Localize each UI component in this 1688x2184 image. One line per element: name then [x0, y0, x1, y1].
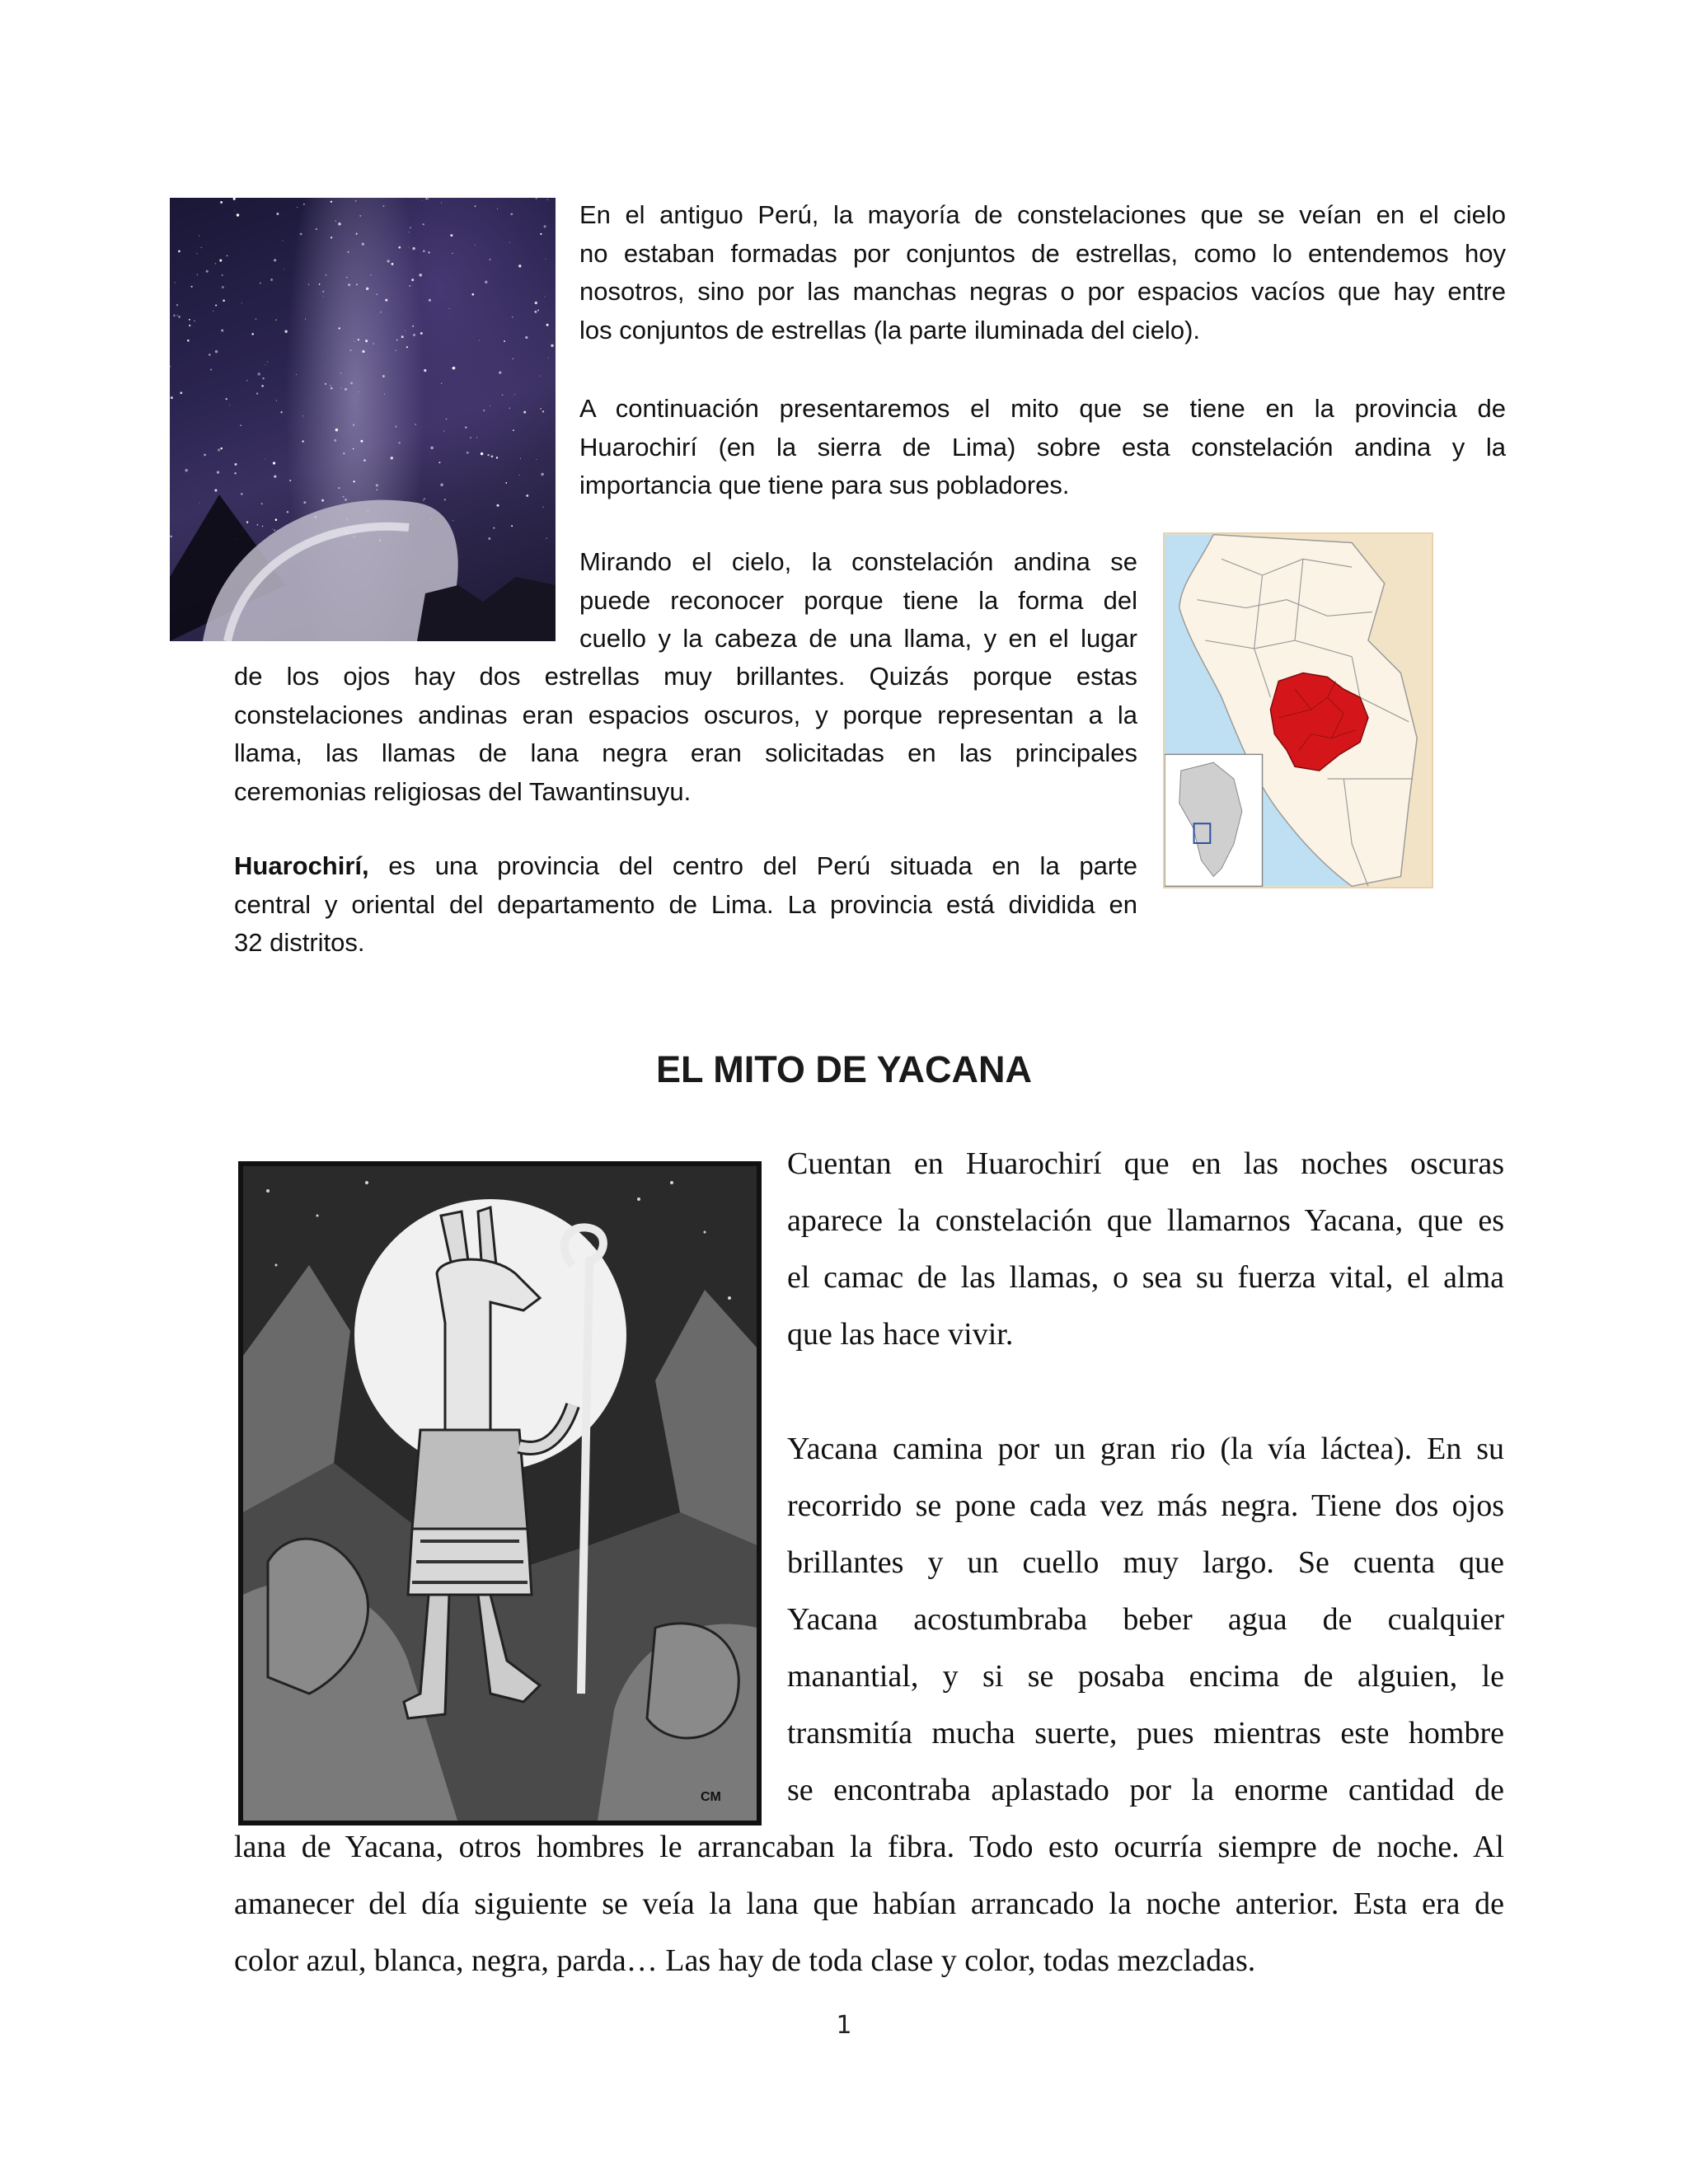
star	[209, 354, 211, 356]
star	[523, 411, 526, 414]
star	[409, 285, 410, 287]
text-line: cuello y la cabeza de una llama, y en el lugar	[579, 624, 1137, 653]
star	[322, 291, 324, 293]
text-line: transmitía mucha suerte, pues mientras este hombre	[787, 1716, 1504, 1750]
text-line: Cuentan en Huarochirí que en las noches oscuras	[787, 1146, 1504, 1181]
star	[510, 213, 513, 215]
star	[467, 452, 469, 454]
star	[526, 494, 528, 497]
star	[491, 455, 494, 457]
star	[289, 480, 291, 481]
star	[476, 437, 477, 438]
star	[525, 336, 528, 339]
star	[353, 424, 354, 425]
star	[424, 369, 426, 372]
star	[465, 427, 467, 429]
star	[422, 200, 423, 201]
star	[340, 387, 341, 388]
text-line	[234, 847, 1137, 886]
star	[410, 227, 411, 228]
star	[440, 484, 443, 487]
star	[401, 335, 404, 338]
text-line: llama, las llamas de lana negra eran solicitadas en las principales	[234, 738, 1137, 767]
star	[206, 270, 209, 273]
star	[441, 383, 442, 384]
huarochiri-map	[1163, 532, 1433, 888]
text-line: que las hace vivir.	[787, 1317, 1014, 1352]
star	[273, 462, 275, 464]
star	[471, 293, 474, 296]
star	[178, 251, 181, 253]
star	[338, 487, 340, 489]
star	[338, 223, 341, 226]
star	[275, 518, 278, 521]
star	[276, 213, 279, 215]
star	[520, 458, 521, 459]
star	[234, 210, 235, 211]
star	[226, 398, 227, 400]
text-line: amanecer del día siguiente se veía la lana que habían arrancado la noche anterior. Esta era de	[234, 1886, 1504, 1921]
star	[449, 308, 450, 309]
star	[547, 199, 548, 200]
text-line: 32 distritos.	[234, 928, 365, 957]
star	[214, 489, 217, 491]
star	[251, 333, 254, 335]
star	[283, 240, 284, 241]
star	[215, 350, 218, 353]
star	[470, 437, 471, 438]
star	[363, 459, 365, 461]
text-line: constelaciones andinas eran espacios oscuros, y porque representan a la	[234, 700, 1137, 729]
text-line: se encontraba aplastado por la enorme cantidad de	[787, 1773, 1504, 1807]
star	[540, 408, 542, 410]
star	[542, 507, 543, 508]
star	[382, 375, 385, 377]
star	[272, 528, 273, 529]
star	[234, 472, 236, 474]
star	[411, 279, 414, 281]
star	[479, 340, 480, 341]
star	[331, 201, 332, 203]
star	[490, 259, 491, 260]
star	[219, 260, 222, 262]
star	[222, 286, 224, 288]
star	[429, 299, 431, 302]
star	[303, 204, 305, 205]
star	[446, 419, 448, 420]
star	[384, 394, 385, 395]
star	[303, 501, 306, 504]
star	[535, 302, 537, 304]
star	[210, 369, 212, 371]
star	[540, 376, 541, 377]
text-line: importancia que tiene para sus pobladores.	[579, 471, 1070, 499]
star	[546, 537, 548, 539]
star	[359, 215, 361, 217]
star	[297, 207, 298, 208]
star	[405, 330, 406, 331]
star	[395, 426, 396, 428]
text-fragment: es una provincia del centro del Perú situada en la parte	[368, 851, 1137, 880]
star	[274, 259, 276, 261]
myth-title: EL MITO DE YACANA	[656, 1048, 1032, 1090]
star	[187, 340, 190, 342]
star	[398, 246, 401, 249]
star	[452, 520, 453, 521]
star	[305, 318, 306, 319]
star	[189, 325, 190, 326]
star	[240, 424, 241, 425]
star	[545, 296, 546, 297]
star	[362, 243, 364, 246]
star	[483, 410, 485, 411]
star	[221, 329, 223, 331]
star	[215, 305, 217, 307]
star	[274, 476, 276, 478]
star	[387, 260, 390, 262]
star	[323, 296, 324, 297]
star	[362, 350, 364, 353]
star	[280, 411, 282, 413]
intro-paragraph-3-top	[579, 543, 1137, 658]
star	[235, 463, 237, 466]
star	[173, 315, 176, 317]
star	[423, 223, 424, 225]
star	[170, 366, 171, 368]
star	[287, 511, 288, 513]
star	[360, 440, 363, 443]
star	[376, 293, 377, 295]
star	[302, 415, 303, 416]
star	[441, 203, 442, 204]
star	[512, 358, 513, 359]
text-line: nosotros, sino por las manchas negras o por espacios vacíos que hay entre	[579, 277, 1506, 306]
star	[396, 340, 398, 341]
star	[233, 198, 236, 200]
star	[241, 302, 242, 303]
star	[321, 499, 324, 502]
star	[276, 400, 277, 401]
star	[541, 473, 543, 476]
star	[274, 529, 275, 531]
text-line: ceremonias religiosas del Tawantinsuyu.	[234, 776, 692, 806]
text-line: lana de Yacana, otros hombres le arrancaban la fibra. Todo esto ocurría siempre de noche. Al	[234, 1830, 1504, 1864]
star	[296, 374, 297, 375]
star	[218, 448, 220, 451]
star	[505, 482, 507, 484]
star	[385, 299, 387, 302]
star	[171, 396, 173, 399]
star	[493, 527, 495, 529]
text-line: En el antiguo Perú, la mayoría de constelaciones que se veían en el cielo	[579, 200, 1506, 229]
intro-paragraph-3-bottom	[234, 658, 1137, 811]
star	[509, 408, 510, 409]
intro-paragraph-4	[234, 847, 1137, 963]
star	[502, 394, 504, 396]
star	[302, 440, 303, 442]
star	[546, 324, 549, 326]
star	[334, 439, 336, 442]
star	[346, 277, 347, 278]
star	[542, 410, 544, 412]
star	[335, 429, 339, 432]
text-line: color azul, blanca, negra, parda… Las hay de toda clase y color, todas mezcladas.	[234, 1943, 1256, 1978]
star	[176, 304, 179, 307]
yacana-illustration-art	[243, 1166, 757, 1821]
star	[487, 454, 489, 456]
star	[300, 233, 302, 236]
star	[540, 233, 542, 235]
myth-paragraph-1	[787, 1136, 1504, 1363]
star	[419, 274, 422, 277]
text-line: recorrido se pone cada vez más negra. Tiene dos ojos	[787, 1488, 1504, 1523]
star	[423, 499, 424, 500]
star	[428, 251, 429, 253]
star	[345, 388, 347, 391]
star	[452, 367, 455, 369]
intro-paragraph-2	[579, 390, 1506, 505]
star	[536, 459, 537, 460]
star	[412, 326, 414, 327]
star	[256, 392, 259, 395]
star	[350, 382, 353, 385]
star	[536, 198, 537, 199]
star	[406, 346, 408, 348]
text-line: central y oriental del departamento de Lima. La provincia está dividida en	[234, 889, 1137, 919]
star	[257, 373, 260, 376]
star	[345, 499, 346, 500]
star	[444, 499, 446, 500]
star	[185, 469, 188, 472]
text-line: Yacana camina por un gran rio (la vía láctea). En su	[787, 1432, 1504, 1466]
star	[348, 251, 349, 253]
text-line: puede reconocer porque tiene la forma del	[579, 585, 1137, 615]
star	[398, 442, 400, 443]
star	[220, 201, 223, 204]
star	[220, 448, 222, 449]
bold-term: Huarochirí,	[234, 851, 369, 880]
star	[358, 339, 359, 340]
star	[391, 457, 393, 459]
star	[217, 471, 219, 473]
star	[481, 452, 483, 455]
star	[180, 391, 182, 394]
star	[366, 288, 368, 290]
star	[275, 319, 277, 321]
star	[326, 274, 327, 276]
star	[392, 263, 394, 265]
star	[438, 462, 440, 463]
star	[376, 484, 378, 486]
star	[343, 496, 345, 498]
star	[412, 247, 415, 250]
intro-paragraph-1	[579, 196, 1506, 349]
star	[260, 283, 261, 284]
star	[191, 286, 193, 288]
star	[423, 250, 425, 252]
star	[513, 429, 514, 431]
star	[365, 340, 368, 342]
star	[551, 344, 553, 347]
star	[199, 503, 200, 504]
star	[420, 332, 423, 335]
star	[430, 447, 433, 449]
milky-way-photo	[170, 198, 556, 641]
star	[537, 309, 539, 311]
myth-paragraph-2-top	[787, 1421, 1504, 1819]
star	[425, 198, 427, 199]
star	[246, 380, 248, 382]
star	[474, 205, 476, 207]
milky-way-photo-art	[170, 198, 556, 641]
star	[355, 200, 356, 201]
star	[383, 205, 385, 207]
star	[339, 327, 340, 329]
text-line: Yacana acostumbraba beber agua de cualquier	[787, 1602, 1504, 1637]
myth-paragraph-2-bottom	[234, 1819, 1504, 1990]
star	[178, 316, 180, 317]
star	[535, 311, 537, 313]
star	[450, 234, 452, 237]
star	[257, 524, 259, 526]
star	[237, 213, 239, 216]
star	[376, 490, 377, 491]
star	[189, 319, 190, 321]
text-line: A continuación presentaremos el mito que se tiene en la provincia de	[579, 394, 1506, 423]
star	[474, 245, 475, 246]
star	[488, 537, 490, 540]
star	[325, 383, 326, 385]
star	[353, 480, 354, 482]
star	[335, 221, 336, 222]
star	[246, 521, 248, 523]
text-line: manantial, y si se posaba encima de alguien, le	[787, 1659, 1504, 1694]
star	[509, 242, 510, 243]
star	[201, 247, 202, 248]
star	[204, 453, 206, 456]
star	[284, 330, 287, 333]
star	[261, 385, 264, 387]
star	[170, 536, 172, 538]
star	[356, 284, 358, 285]
star	[348, 284, 350, 286]
star	[499, 372, 501, 374]
star	[262, 377, 264, 379]
star	[518, 265, 521, 267]
star	[485, 280, 487, 283]
star	[270, 279, 273, 281]
star	[175, 282, 176, 283]
svg-text:CM: CM	[701, 1790, 721, 1804]
star	[262, 526, 263, 527]
text-line: Huarochirí (en la sierra de Lima) sobre esta constelación andina y la	[579, 432, 1506, 462]
page-number: 1	[836, 2011, 852, 2040]
star	[353, 448, 354, 450]
star	[356, 233, 358, 235]
star	[496, 504, 499, 507]
text-line: aparece la constelación que llamarnos Yacana, que es	[787, 1203, 1504, 1238]
star	[504, 340, 505, 342]
star	[331, 387, 333, 390]
text-line: el camac de las llamas, o sea su fuerza vital, el alma	[787, 1260, 1504, 1295]
star	[267, 362, 268, 363]
star	[408, 246, 409, 247]
star	[330, 385, 331, 387]
star	[223, 299, 225, 302]
text-line: brillantes y un cuello muy largo. Se cuenta que	[787, 1545, 1504, 1580]
star	[241, 493, 242, 494]
star	[177, 315, 178, 316]
star	[350, 349, 352, 351]
yacana-illustration	[238, 1161, 762, 1825]
star	[519, 475, 520, 476]
star	[443, 431, 444, 432]
star	[265, 364, 266, 365]
star	[261, 503, 263, 504]
text-line: de los ojos hay dos estrellas muy brillantes. Quizás porque estas	[234, 662, 1137, 691]
star	[413, 334, 415, 336]
star	[514, 394, 515, 395]
star	[544, 225, 546, 227]
star	[215, 263, 217, 265]
star	[512, 316, 513, 318]
star	[370, 274, 371, 275]
star	[316, 228, 317, 230]
huarochiri-map-art	[1165, 534, 1432, 887]
star	[196, 253, 197, 254]
star	[331, 237, 332, 238]
text-line: Mirando el cielo, la constelación andina se	[579, 547, 1137, 576]
star	[227, 255, 228, 257]
star	[222, 274, 223, 276]
text-line: no estaban formadas por conjuntos de estrellas, como lo entendemos hoy	[579, 238, 1506, 268]
text-line: los conjuntos de estrellas (la parte iluminada del cielo).	[579, 315, 1201, 344]
star	[496, 457, 498, 458]
star	[319, 284, 321, 285]
star	[197, 274, 198, 275]
star	[511, 525, 513, 527]
star	[343, 452, 345, 454]
star	[548, 358, 549, 359]
star	[308, 284, 309, 285]
